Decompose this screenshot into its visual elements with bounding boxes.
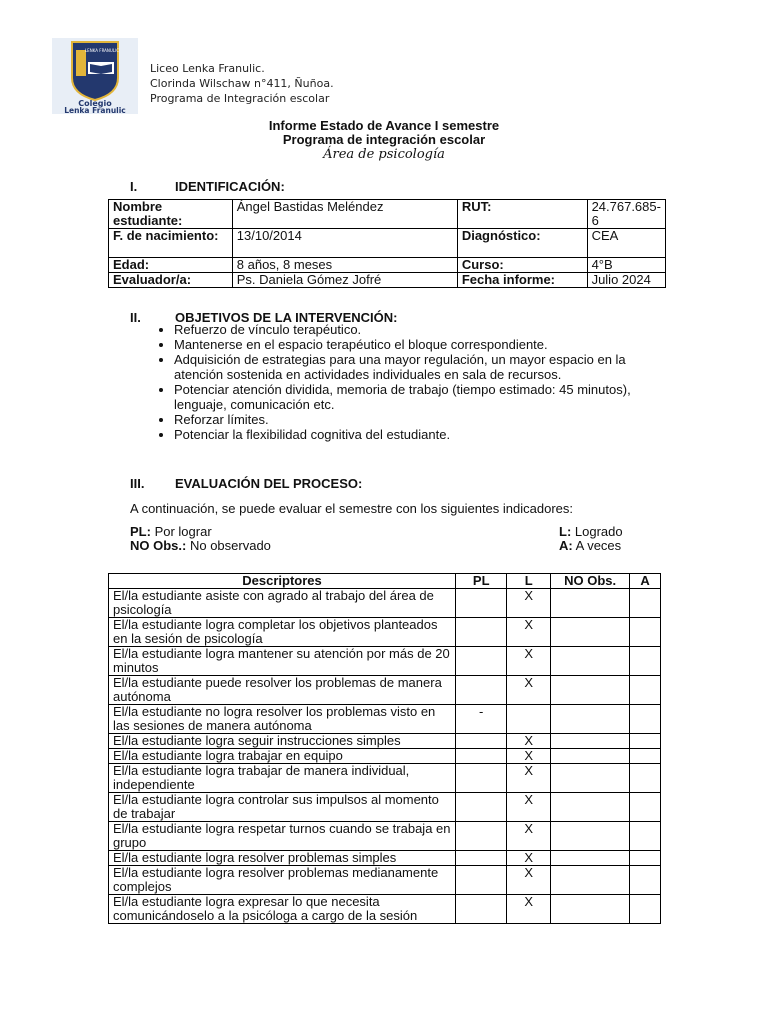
school-crest-icon <box>52 38 138 114</box>
descriptor-cell: El/la estudiante logra expresar lo que necesita comunicándoselo a la psicóloga a cargo de la sesión <box>109 895 456 924</box>
descriptor-cell: El/la estudiante logra trabajar de manera individual, independiente <box>109 764 456 793</box>
table-row <box>109 229 666 258</box>
pl-cell: - <box>455 705 506 734</box>
report-title: Informe Estado de Avance I semestre <box>268 118 500 133</box>
table-row <box>109 764 661 793</box>
legend-a <box>559 538 621 553</box>
l-cell: X <box>507 895 551 924</box>
list-item: • Mantenerse en el espacio terapéutico el bloque correspondiente. <box>174 337 674 352</box>
header-no-obs: NO Obs. <box>551 574 630 589</box>
logo-bottom-text-2: Lenka Franulic <box>64 106 126 114</box>
table-header-row <box>109 574 661 589</box>
list-item: • Refuerzo de vínculo terapéutico. <box>174 322 674 337</box>
descriptor-cell: El/la estudiante logra trabajar en equipo <box>109 749 456 764</box>
l-cell: X <box>507 676 551 705</box>
legend-no-obs-value: No observado <box>189 538 271 553</box>
l-cell: X <box>507 866 551 895</box>
grade-value: 4°B <box>587 258 665 273</box>
pl-cell <box>455 589 506 618</box>
school-address: Clorinda Wilschaw n°411, Ñuñoa. <box>150 77 334 90</box>
no-obs-cell <box>551 822 630 851</box>
rut-label: RUT: <box>457 200 587 229</box>
identification-table <box>108 199 666 288</box>
legend-a-value: A veces <box>575 538 622 553</box>
list-item: • Potenciar la flexibilidad cognitiva del estudiante. <box>174 427 674 442</box>
descriptor-cell: El/la estudiante logra resolver problemas simples <box>109 851 456 866</box>
pl-cell <box>455 866 506 895</box>
l-cell: X <box>507 793 551 822</box>
section-2-title: OBJETIVOS DE LA INTERVENCIÓN: <box>175 310 398 325</box>
pl-cell <box>455 647 506 676</box>
section-1-number: I. <box>130 179 138 194</box>
age-value: 8 años, 8 meses <box>232 258 457 273</box>
list-item: • Adquisición de estrategias para una mayor regulación, un mayor espacio en la atención sostenida en actividades individuales en sala de recursos. <box>174 352 674 382</box>
l-cell: X <box>507 647 551 676</box>
descriptor-cell: El/la estudiante no logra resolver los problemas visto en las sesiones de manera autónoma <box>109 705 456 734</box>
pl-cell <box>455 764 506 793</box>
legend-pl-value: Por lograr <box>154 524 212 539</box>
section-3-title: EVALUACIÓN DEL PROCESO: <box>175 476 363 491</box>
school-logo <box>52 38 138 114</box>
name-value: Ángel Bastidas Meléndez <box>232 200 457 229</box>
a-cell <box>630 647 661 676</box>
no-obs-cell <box>551 618 630 647</box>
rut-value: 24.767.685-6 <box>587 200 665 229</box>
l-cell <box>507 705 551 734</box>
table-row <box>109 618 661 647</box>
l-cell: X <box>507 764 551 793</box>
pl-cell <box>455 822 506 851</box>
grade-label: Curso: <box>457 258 587 273</box>
table-row <box>109 200 666 229</box>
pl-cell <box>455 734 506 749</box>
table-row <box>109 793 661 822</box>
legend-a-key: A: <box>559 538 573 553</box>
header-l: L <box>507 574 551 589</box>
table-row <box>109 734 661 749</box>
table-row <box>109 822 661 851</box>
table-row <box>109 895 661 924</box>
report-date-value: Julio 2024 <box>587 273 665 288</box>
legend-pl-key: PL: <box>130 524 151 539</box>
report-subtitle: Programa de integración escolar <box>282 132 486 147</box>
header-descriptors: Descriptores <box>109 574 456 589</box>
l-cell: X <box>507 749 551 764</box>
a-cell <box>630 851 661 866</box>
no-obs-cell <box>551 705 630 734</box>
no-obs-cell <box>551 647 630 676</box>
no-obs-cell <box>551 851 630 866</box>
table-row <box>109 676 661 705</box>
legend-l <box>559 524 623 539</box>
school-program: Programa de Integración escolar <box>150 92 330 105</box>
table-row <box>109 589 661 618</box>
l-cell: X <box>507 618 551 647</box>
descriptor-cell: El/la estudiante logra completar los objetivos planteados en la sesión de psicología <box>109 618 456 647</box>
table-row <box>109 258 666 273</box>
school-name: Liceo Lenka Franulic. <box>150 62 265 75</box>
a-cell <box>630 895 661 924</box>
no-obs-cell <box>551 866 630 895</box>
section-2-number: II. <box>130 310 141 325</box>
no-obs-cell <box>551 676 630 705</box>
descriptor-cell: El/la estudiante logra mantener su atención por más de 20 minutos <box>109 647 456 676</box>
a-cell <box>630 676 661 705</box>
table-row <box>109 749 661 764</box>
diagnosis-value: CEA <box>587 229 665 258</box>
legend-pl <box>130 524 212 539</box>
a-cell <box>630 618 661 647</box>
l-cell: X <box>507 822 551 851</box>
pl-cell <box>455 749 506 764</box>
table-row <box>109 705 661 734</box>
pl-cell <box>455 676 506 705</box>
birth-value: 13/10/2014 <box>232 229 457 258</box>
evaluation-table <box>108 573 661 924</box>
pl-cell <box>455 851 506 866</box>
birth-label: F. de nacimiento: <box>109 229 233 258</box>
no-obs-cell <box>551 589 630 618</box>
name-label: Nombre estudiante: <box>109 200 233 229</box>
no-obs-cell <box>551 734 630 749</box>
legend-no-obs <box>130 538 271 553</box>
a-cell <box>630 764 661 793</box>
descriptor-cell: El/la estudiante logra seguir instrucciones simples <box>109 734 456 749</box>
age-label: Edad: <box>109 258 233 273</box>
no-obs-cell <box>551 764 630 793</box>
table-row <box>109 851 661 866</box>
diagnosis-label: Diagnóstico: <box>457 229 587 258</box>
list-item: • Reforzar límites. <box>174 412 674 427</box>
l-cell: X <box>507 734 551 749</box>
legend-no-obs-key: NO Obs.: <box>130 538 187 553</box>
a-cell <box>630 734 661 749</box>
pl-cell <box>455 895 506 924</box>
header-a: A <box>630 574 661 589</box>
no-obs-cell <box>551 749 630 764</box>
logo-bottom-text-1: Colegio <box>78 99 112 108</box>
a-cell <box>630 793 661 822</box>
evaluator-value: Ps. Daniela Gómez Jofré <box>232 273 457 288</box>
legend-l-key: L: <box>559 524 572 539</box>
a-cell <box>630 866 661 895</box>
evaluation-intro: A continuación, se puede evaluar el semestre con los siguientes indicadores: <box>130 501 573 516</box>
no-obs-cell <box>551 793 630 822</box>
objectives-list <box>156 322 674 442</box>
descriptor-cell: El/la estudiante logra resolver problemas medianamente complejos <box>109 866 456 895</box>
pl-cell <box>455 793 506 822</box>
descriptor-cell: El/la estudiante asiste con agrado al trabajo del área de psicología <box>109 589 456 618</box>
table-row <box>109 866 661 895</box>
a-cell <box>630 749 661 764</box>
pl-cell <box>455 618 506 647</box>
l-cell: X <box>507 851 551 866</box>
table-row <box>109 273 666 288</box>
descriptor-cell: El/la estudiante logra controlar sus impulsos al momento de trabajar <box>109 793 456 822</box>
l-cell: X <box>507 589 551 618</box>
header-pl: PL <box>455 574 506 589</box>
evaluator-label: Evaluador/a: <box>109 273 233 288</box>
descriptor-cell: El/la estudiante logra respetar turnos cuando se trabaja en grupo <box>109 822 456 851</box>
no-obs-cell <box>551 895 630 924</box>
logo-top-text: LENKA FRANULIC <box>84 48 120 53</box>
a-cell <box>630 589 661 618</box>
a-cell <box>630 822 661 851</box>
descriptor-cell: El/la estudiante puede resolver los problemas de manera autónoma <box>109 676 456 705</box>
a-cell <box>630 705 661 734</box>
report-date-label: Fecha informe: <box>457 273 587 288</box>
section-1-title: IDENTIFICACIÓN: <box>175 179 285 194</box>
section-3-number: III. <box>130 476 145 491</box>
table-row <box>109 647 661 676</box>
report-area: Área de psicología <box>323 147 445 162</box>
list-item: • Potenciar atención dividida, memoria de trabajo (tiempo estimado: 45 minutos), lenguaje, comunicación etc. <box>174 382 674 412</box>
legend-l-value: Logrado <box>574 524 623 539</box>
